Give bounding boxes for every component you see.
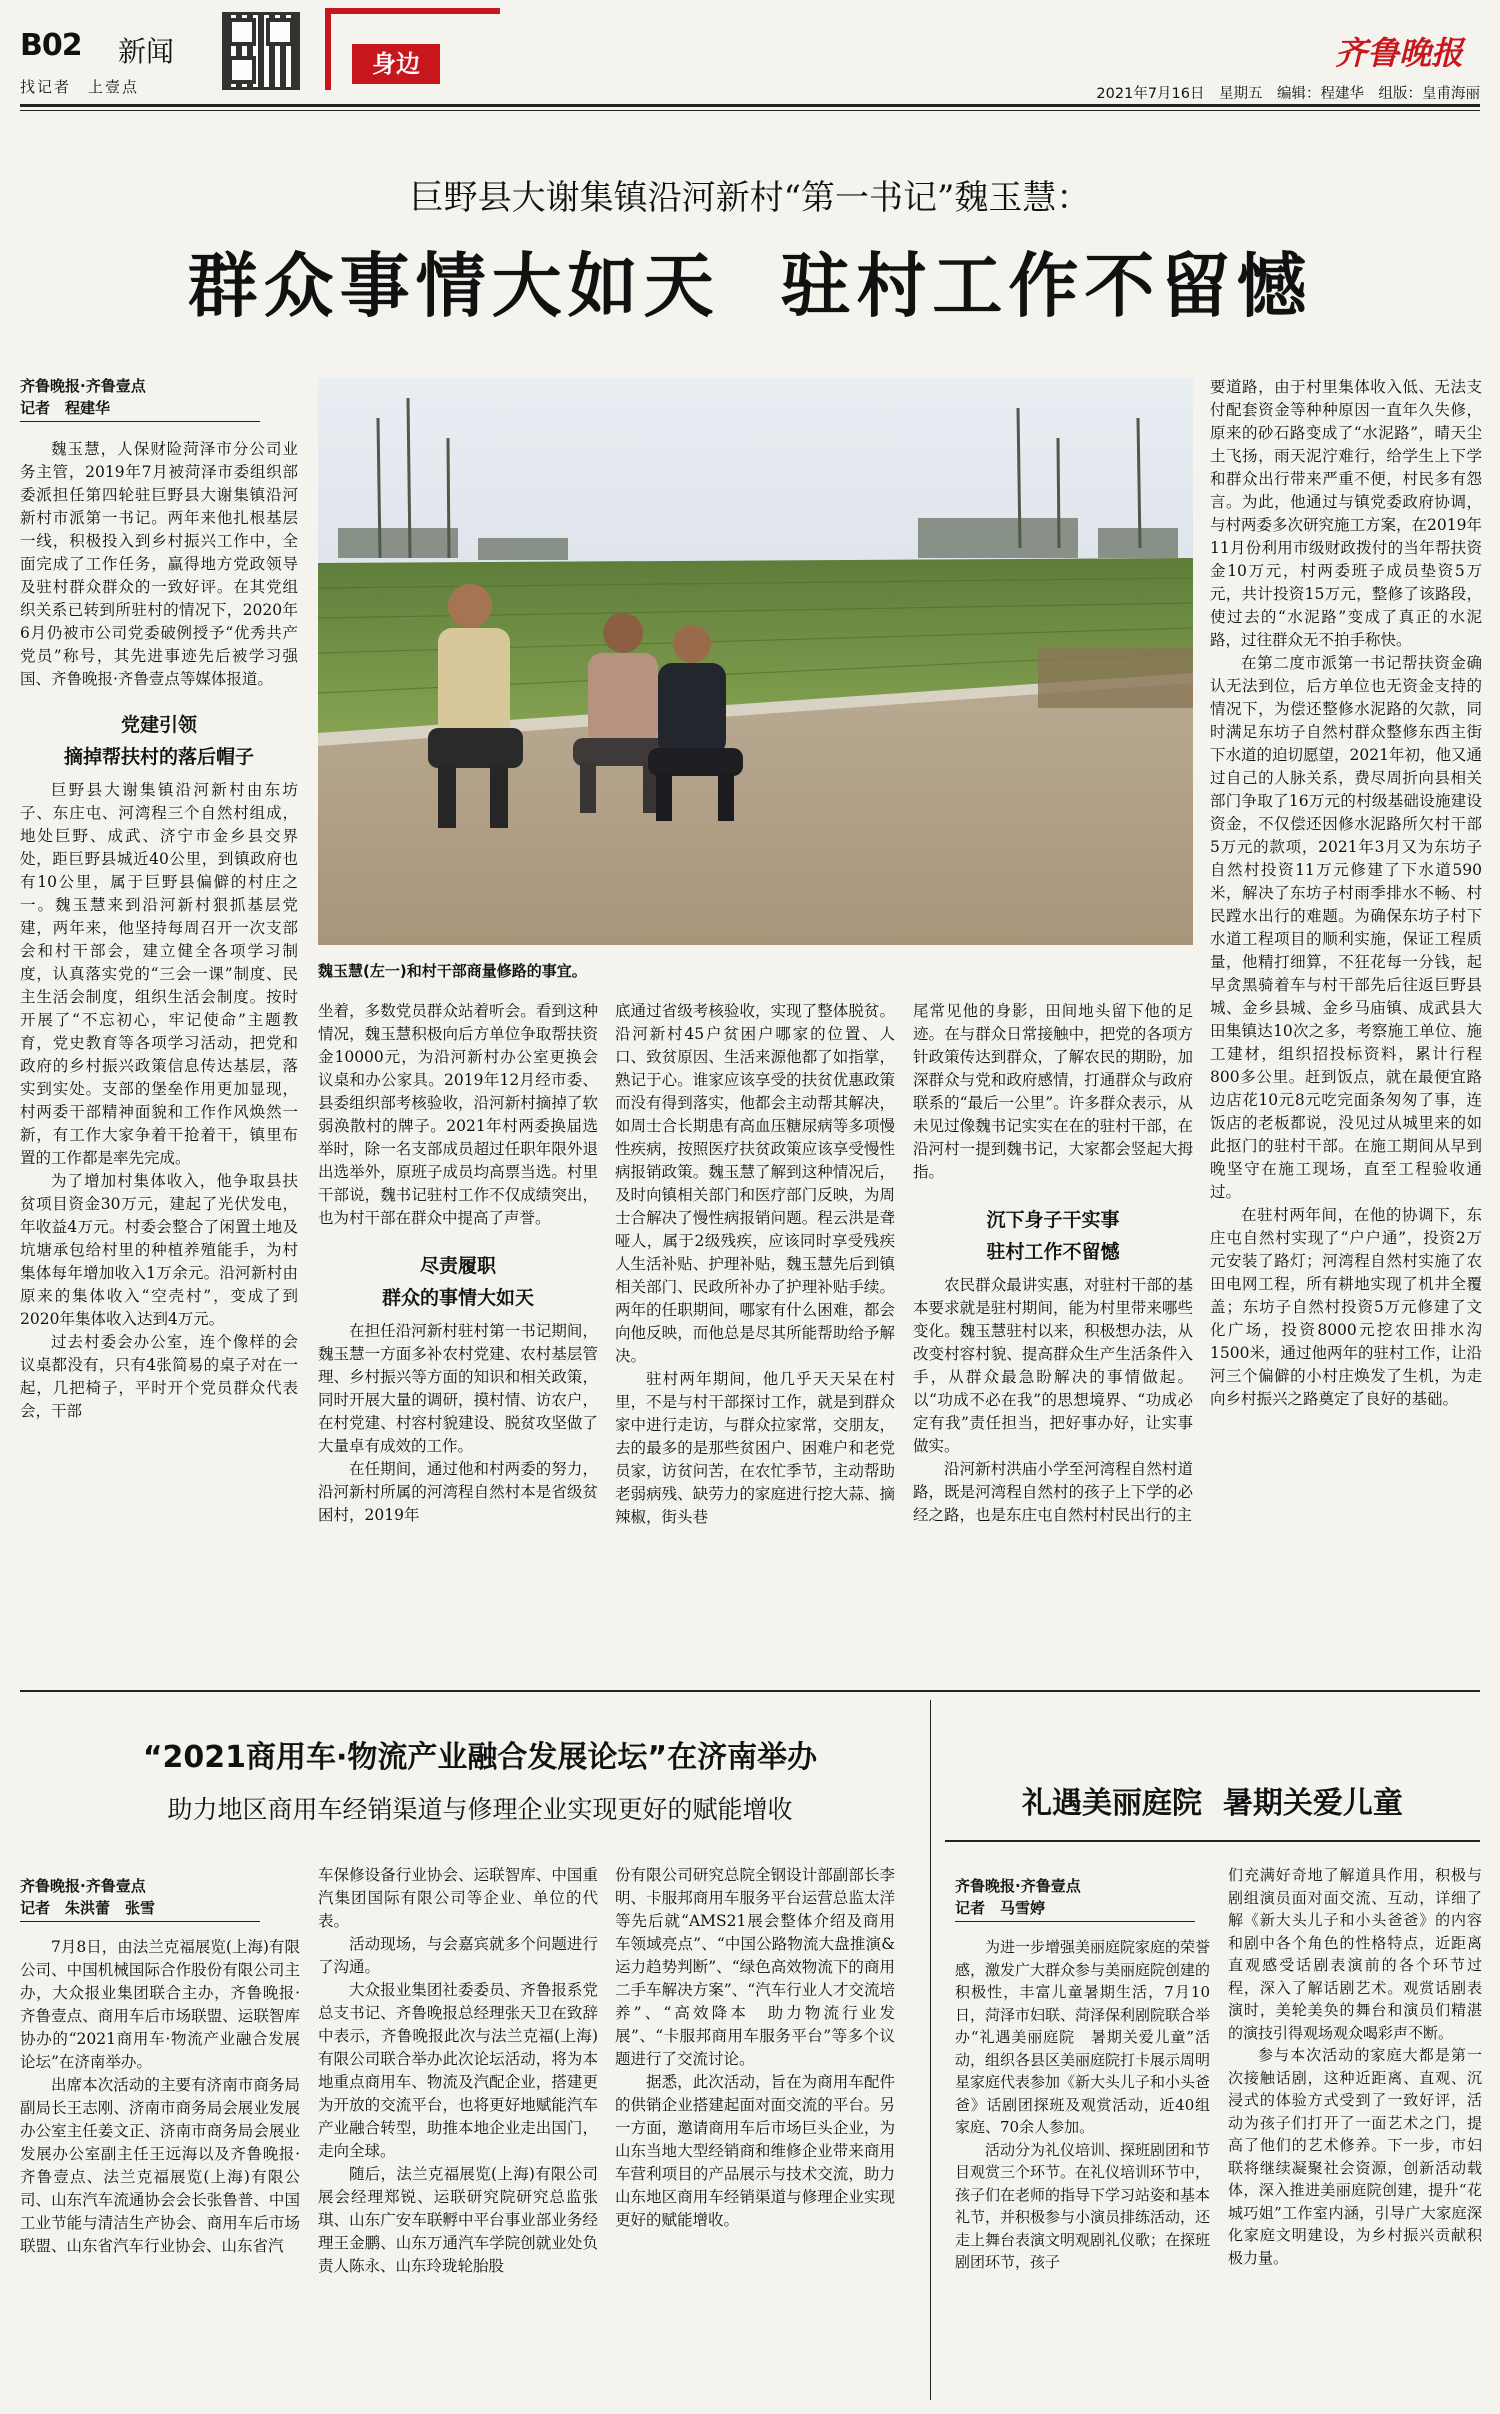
- paragraph: 活动分为礼仪培训、探班剧团和节目观赏三个环节。在礼仪培训环节中，孩子们在老师的指导下学习站姿和基本礼节，并积极参与小演员排练活动，还走上舞台表演文明观剧礼仪歌；在探班剧团环节，孩子: [955, 2140, 1210, 2271]
- subheading: [20, 709, 298, 773]
- paragraph: 为了增加村集体收入，他争取县扶贫项目资金30万元，建起了光伏发电，年收益4万元。村委会整合了闲置土地及坑塘承包给村里的种植养殖能手，为村集体每年增加收入1万余元。沿河新村由原来的集体收入“空壳村”，变成了到2020年集体收入达到4万元。: [20, 1172, 298, 1328]
- paragraph: 过去村委会办公室，连个像样的会议桌都没有，只有4张简易的桌子对在一起，几把椅子，平时开个党员群众代表会，干部: [20, 1333, 298, 1420]
- photo-caption: 魏玉慧(左一)和村干部商量修路的事宜。: [318, 962, 587, 980]
- qr-code[interactable]: [222, 12, 300, 90]
- story3-column-1: [955, 1936, 1210, 2404]
- paragraph: 在第二度市派第一书记帮扶资金确认无法到位，后方单位也无资金支持的情况下，为偿还整修水泥路的欠款，同时满足东坊子自然村群众整修东西主街下水道的迫切愿望，2021年初，他又通过自己的人脉关系，费尽周折向县相关部门争取了16万元的村级基础设施建设资金，不仅偿还因修水泥路所欠村干部5万元的款项，2021年3月又为东坊子自然村投资11万元修建了下水道590米，解决了东坊子村雨季排水不畅、村民蹚水出行的难题。为确保东坊子村下水道工程项目的顺利实施，保证工程质量，他精打细算，不狂花每一分钱，起早贪黑骑着车与村干部先后往返巨野县城、金乡县城、金乡马庙镇、成武县大田集镇达10次之多，考察施工单位、施工建材，组织招投标资料，累计行程800多公里。赶到饭点，就在最便宜路边店花10元8元吃完面条匆匆了事，连饭店的老板都说，没见过从城里来的如此抠门的驻村干部。在施工期间从早到晚坚守在施工现场，直至工程验收通过。: [1210, 654, 1482, 1201]
- paragraph: 尾常见他的身影，田间地头留下他的足迹。在与群众日常接触中，把党的各项方针政策传达到群众，了解农民的期盼，加深群众与党和政府感情，打通群众与政府联系的“最后一公里”。许多群众表示，从未见过像魏书记实实在在的驻村干部，在沿河村一提到魏书记，大家都会竖起大拇指。: [913, 1002, 1193, 1181]
- story1-column-5: [1210, 376, 1482, 1660]
- story1-column-4: [913, 1000, 1193, 1660]
- masthead-rule: [20, 104, 1480, 107]
- story1-photo: [318, 378, 1193, 945]
- subheading: [913, 1204, 1193, 1268]
- masthead-tagline: 找记者 上壹点: [20, 78, 140, 96]
- story2-headline: “2021商用车·物流产业融合发展论坛”在济南举办: [142, 1740, 818, 1775]
- masthead-rule-thin: [20, 110, 1480, 111]
- subheading-line: 群众的事情大如天: [381, 1287, 534, 1309]
- paragraph: 农民群众最讲实惠，对驻村干部的基本要求就是驻村期间，能为村里带来哪些变化。魏玉慧驻村以来，积极想办法，从改变村容村貌、提高群众生产生活条件入手，从群众最急盼解决的事情做起。以“功成不必在我”的思想境界、“功成必定有我”责任担当，把好事办好，让实事做实。: [913, 1276, 1193, 1455]
- story1-column-1: [20, 438, 298, 1658]
- story2-column-2: [318, 1864, 598, 2404]
- village-road-photo: [318, 378, 1193, 945]
- paragraph: 份有限公司研究总院全钢设计部副部长李明、卡服邦商用车服务平台运营总监太洋等先后就“AMS21展会整体介绍及商用车领域亮点”、“中国公路物流大盘推演&运力趋势判断”、“绿色高效物流下的商用二手车解决方案”、“汽车行业人才交流培养”、“高效降本 助力物流行业发展”、“卡服邦商用车服务平台”等多个议题进行了交流讨论。: [615, 1866, 895, 2068]
- story3-column-2: [1228, 1864, 1482, 2404]
- paragraph: 沿河新村洪庙小学至河湾程自然村道路，既是河湾程自然村的孩子上下学的必经之路，也是东庄屯自然村村民出行的主: [913, 1460, 1193, 1524]
- subheading-line: 沉下身子干实事: [986, 1209, 1120, 1231]
- story3-headline: 礼遇美丽庭院 暑期关爱儿童: [1022, 1786, 1403, 1821]
- story3-headline-rule: [945, 1840, 1480, 1842]
- paragraph: 据悉，此次活动，旨在为商用车配件的供销企业搭建起面对面交流的平台。另一方面，邀请商用车后市场巨头企业，为山东当地大型经销商和维修企业带来商用车营利项目的产品展示与技术交流，助力山东地区商用车经销渠道与修理企业实现更好的赋能增收。: [615, 2073, 895, 2229]
- paragraph: 底通过省级考核验收，实现了整体脱贫。沿河新村45户贫困户哪家的位置、人口、致贫原因、生活来源他都了如指掌，熟记于心。谁家应该享受的扶贫优惠政策而没有得到落实，他都会主动帮其解决，如周士合长期患有高血压糖尿病等多项慢性疾病，按照医疗扶贫政策应该享受慢性病报销政策。魏玉慧了解到这种情况后，及时向镇相关部门和医疗部门反映，为周士合解决了慢性病报销问题。程云洪是聋哑人，属于2级残疾，应该同时享受残疾人生活补贴、护理补贴，魏玉慧先后到镇相关部门、民政所补办了护理补贴手续。两年的任职期间，哪家有什么困难，都会向他反映，而他总是尽其所能帮助给予解决。: [615, 1002, 895, 1365]
- paragraph: 车保修设备行业协会、运联智库、中国重汽集团国际有限公司等企业、单位的代表。: [318, 1866, 598, 1930]
- newspaper-logo: 齐鲁晚报: [1335, 34, 1464, 72]
- section-tag: 身边: [352, 44, 440, 84]
- subheading-line: 党建引领: [120, 714, 197, 736]
- paragraph: 驻村两年期间，他几乎天天呆在村里，不是与村干部探讨工作，就是到群众家中进行走访，与群众拉家常，交朋友，去的最多的是那些贫困户、困难户和老党员家，访贫问苦，在农忙季节，主动帮助老弱病残、缺劳力的家庭进行挖大蒜、摘辣椒，街头巷: [615, 1370, 895, 1526]
- paragraph: 随后，法兰克福展览(上海)有限公司展会经理郑锐、运联研究院研究总监张琪、山东广安车联孵中平台事业部业务经理王金鹏、山东万通汽车学院创就业处负责人陈永、山东玲珑轮胎股: [318, 2165, 598, 2275]
- paragraph: 们充满好奇地了解道具作用，积极与剧组演员面对面交流、互动，详细了解《新大头儿子和小头爸爸》的内容和剧中各个角色的性格特点，近距离直观感受话剧表演前的各个环节过程，深入了解话剧艺术。观赏话剧表演时，美轮美奂的舞台和演员们精湛的演技引得观场观众喝彩声不断。: [1228, 1866, 1482, 2042]
- subheading-line: 尽责履职: [419, 1255, 496, 1277]
- story2-source: 齐鲁晚报·齐鲁壹点: [20, 1877, 146, 1895]
- subheading-line: 驻村工作不留憾: [986, 1241, 1120, 1263]
- byline-rule: [955, 1921, 1195, 1922]
- paragraph: 在驻村两年间，在他的协调下，东庄屯自然村实现了“户户通”，投资2万元安装了路灯；河湾程自然村实施了农田电网工程，所有耕地实现了机井全覆盖；东坊子自然村投资5万元修建了文化广场，投资8000元挖农田排水沟1500米，通过他两年的驻村工作，让沿河三个偏僻的小村庄焕发了生机，为走向乡村振兴之路奠定了良好的基础。: [1210, 1206, 1482, 1408]
- story1-source: 齐鲁晚报·齐鲁壹点: [20, 377, 146, 395]
- paragraph: 活动现场，与会嘉宾就多个问题进行了沟通。: [318, 1935, 598, 1976]
- story1-kicker: 巨野县大谢集镇沿河新村“第一书记”魏玉慧：: [409, 178, 1091, 218]
- subheading-line: 摘掉帮扶村的落后帽子: [63, 746, 254, 768]
- story1-reporter: 记者 程建华: [20, 399, 111, 417]
- paragraph: 出席本次活动的主要有济南市商务局副局长王志刚、济南市商务局会展业发展办公室主任姜文正、济南市商务局会展业发展办公室副主任王远海以及齐鲁晚报·齐鲁壹点、法兰克福展览(上海)有限公司、山东汽车流通协会会长张鲁普、中国工业节能与清洁生产协会、商用车后市场联盟、山东省汽车行业协会、山东省汽: [20, 2076, 300, 2255]
- paragraph: 大众报业集团社委委员、齐鲁报系党总支书记、齐鲁晚报总经理张天卫在致辞中表示，齐鲁晚报此次与法兰克福(上海)有限公司联合举办此次论坛活动，将为本地重点商用车、物流及汽配企业，搭建更为开放的交流平台，也将更好地赋能汽车产业融合转型，助推本地企业走出国门，走向全球。: [318, 1981, 598, 2160]
- column-divider: [930, 1700, 931, 2400]
- paragraph: 巨野县大谢集镇沿河新村由东坊子、东庄屯、河湾程三个自然村组成，地处巨野、成武、济宁市金乡县交界处，距巨野县城近40公里，到镇政府也有10公里，属于巨野县偏僻的村庄之一。魏玉慧来到沿河新村狠抓基层党建，两年来，他坚持每周召开一次支部会和村干部会，建立健全各项学习制度，认真落实党的“三会一课”制度、民主生活会制度，组织生活会制度。按时开展了“不忘初心，牢记使命”主题教育，党史教育等各项学习活动，把党和政府的乡村振兴政策信息传达基层，落实到实处。支部的堡垒作用更加显现，村两委干部精神面貌和工作作风焕然一新，有工作大家争着干抢着干，镇里布置的工作都是率先完成。: [20, 781, 298, 1167]
- paragraph: 在任期间，通过他和村两委的努力，沿河新村所属的河湾程自然村本是省级贫困村，2019年: [318, 1460, 598, 1524]
- paragraph: 要道路，由于村里集体收入低、无法支付配套资金等种种原因一直年久失修，原来的砂石路变成了“水泥路”，晴天尘土飞扬，雨天泥泞难行，给学生上下学和群众出行带来严重不便，村民多有怨言。为此，他通过与镇党委政府协调，与村两委多次研究施工方案，在2019年11月份利用市级财政拨付的当年帮扶资金10万元，村两委班子成员垫资5万元，共计投资15万元，整修了该路段，使过去的“水泥路”变成了真正的水泥路，过往群众无不拍手称快。: [1210, 378, 1482, 649]
- section-divider: [20, 1690, 1480, 1692]
- paragraph: 魏玉慧，人保财险菏泽市分公司业务主管，2019年7月被菏泽市委组织部委派担任第四轮驻巨野县大谢集镇沿河新村市派第一书记。两年来他扎根基层一线，积极投入到乡村振兴工作中，全面完成了工作任务，赢得地方党政领导及驻村群众群众的一致好评。在其党组织关系已转到所驻村的情况下，2020年6月仍被市公司党委破例授予“优秀共产党员”称号，其先进事迹先后被学习强国、齐鲁晚报·齐鲁壹点等媒体报道。: [20, 440, 298, 688]
- byline-rule: [20, 421, 260, 422]
- date-line: 2021年7月16日 星期五 编辑：程建华 组版：皇甫海丽: [1096, 86, 1480, 102]
- story1-column-2: [318, 1000, 598, 1660]
- paragraph: 坐着，多数党员群众站着听会。看到这种情况，魏玉慧积极向后方单位争取帮扶资金10000元，为沿河新村办公室更换会议桌和办公家具。2019年12月经市委、县委组织部考核验收，沿河新村摘掉了软弱涣散村的牌子。2021年村两委换届选举时，除一名支部成员超过任职年限外退出选举外，原班子成员均高票当选。村里干部说，魏书记驻村工作不仅成绩突出，也为村干部在群众中提高了声誉。: [318, 1002, 598, 1227]
- story3-reporter: 记者 马雪婷: [955, 1899, 1046, 1917]
- subheading: [318, 1250, 598, 1314]
- story1-column-3: [615, 1000, 895, 1660]
- page-number: B02: [20, 28, 82, 63]
- paragraph: 为进一步增强美丽庭院家庭的荣誉感，激发广大群众参与美丽庭院创建的积极性，丰富儿童暑期生活，7月10日，菏泽市妇联、菏泽保利剧院联合举办“礼遇美丽庭院 暑期关爱儿童”活动，组织各县区美丽庭院打卡展示周明星家庭代表参加《新大头儿子和小头爸爸》话剧团探班及观赏活动，近40组家庭、70余人参加。: [955, 1938, 1210, 2136]
- section-name: 新闻: [118, 35, 175, 68]
- byline-rule: [20, 1921, 260, 1922]
- story3-source: 齐鲁晚报·齐鲁壹点: [955, 1877, 1081, 1895]
- paragraph: 在担任沿河新村驻村第一书记期间，魏玉慧一方面多补农村党建、农村基层管理、乡村振兴等方面的知识和相关政策，同时开展大量的调研，摸村情、访农户，在村党建、村容村貌建设、脱贫攻坚做了大量卓有成效的工作。: [318, 1322, 598, 1455]
- paragraph: 7月8日，由法兰克福展览(上海)有限公司、中国机械国际合作股份有限公司主办，大众报业集团联合主办，齐鲁晚报·齐鲁壹点、商用车后市场联盟、运联智库协办的“2021商用车·物流产业融合发展论坛”在济南举办。: [20, 1938, 300, 2071]
- story2-subhead: 助力地区商用车经销渠道与修理企业实现更好的赋能增收: [167, 1795, 793, 1824]
- story2-column-1: [20, 1936, 300, 2404]
- story2-column-3: [615, 1864, 895, 2404]
- story2-reporter: 记者 朱洪蕾 张雪: [20, 1899, 156, 1917]
- story1-headline: 群众事情大如天 驻村工作不留憾: [187, 245, 1313, 327]
- paragraph: 参与本次活动的家庭大都是第一次接触话剧，这种近距离、直观、沉浸式的体验方式受到了一致好评，活动为孩子们打开了一面艺术之门，提高了他们的艺术修养。下一步，市妇联将继续凝聚社会资源，创新活动载体，深入推进美丽庭院创建，提升“花城巧姐”工作室内涵，引导广大家庭深化家庭文明建设，为乡村振兴贡献积极力量。: [1228, 2046, 1482, 2267]
